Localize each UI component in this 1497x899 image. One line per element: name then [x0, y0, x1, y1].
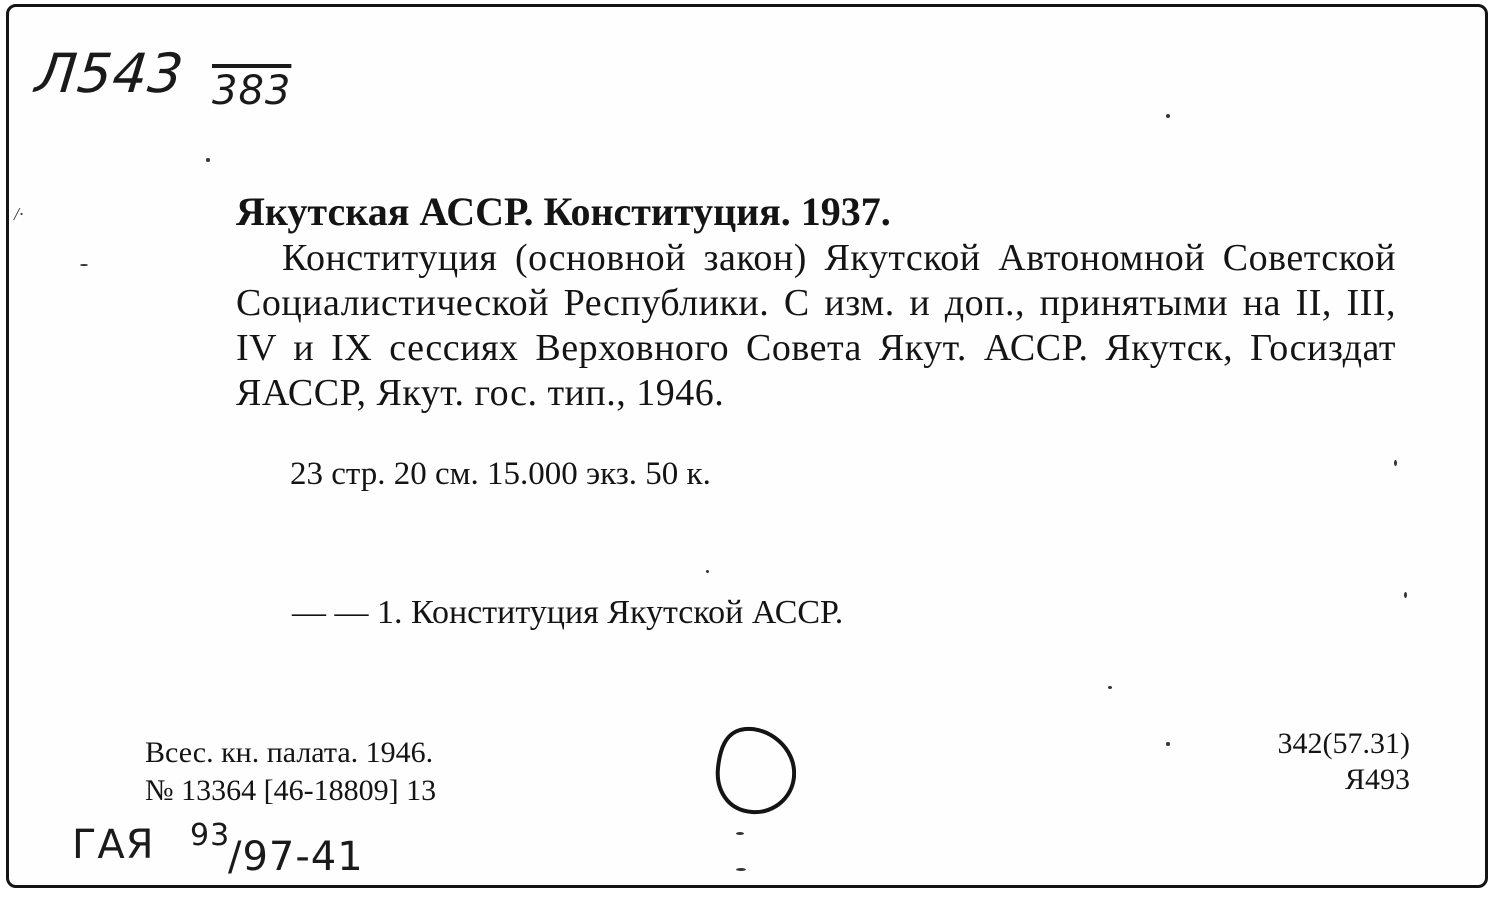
speck: [1166, 742, 1170, 746]
record-heading: Якутская АССР. Конституция. 1937.: [236, 189, 891, 234]
card-punch-hole: [712, 724, 796, 816]
udc-index: 342(57.31): [1277, 727, 1410, 760]
speck: [706, 570, 709, 573]
speck: [736, 868, 746, 871]
speck: [206, 158, 210, 162]
record-collation: 23 стр. 20 см. 15.000 экз. 50 к.: [290, 456, 711, 492]
handwritten-acquisition-sup: 93: [190, 818, 231, 853]
book-chamber-line-2: № 13364 [46-18809] 13: [145, 774, 437, 807]
speck: [1404, 592, 1407, 598]
classification-block: [1180, 726, 1410, 798]
speck: [1166, 114, 1170, 118]
subject-entry: — — 1. Конституция Якутской АССР.: [292, 594, 844, 631]
speck: [80, 264, 88, 266]
handwritten-shelf-mark: Л543: [32, 42, 187, 105]
handwritten-acquisition-rest: /97-41: [228, 834, 364, 880]
author-mark: Я493: [1344, 763, 1410, 796]
speck: [1394, 460, 1397, 466]
speck: [736, 832, 744, 835]
speck: [1108, 686, 1112, 689]
handwritten-shelf-mark-sub: 383: [212, 68, 292, 114]
book-chamber-line-1: Всес. кн. палата. 1946.: [145, 736, 434, 769]
book-chamber-info: [145, 734, 436, 810]
handwritten-acquisition-prefix: ГАЯ: [72, 822, 155, 868]
card-edge-mark: /·: [14, 204, 24, 224]
record-description: Конституция (основной закон) Якутской Автономной Советской Социалистической Республики. С изм. и доп., принятыми на II, III, IV и IX сессиях Верховного Совета Якут. АССР. Якутск, Госиздат ЯАССР, Якут. гос. тип., 1946.: [236, 237, 1396, 414]
